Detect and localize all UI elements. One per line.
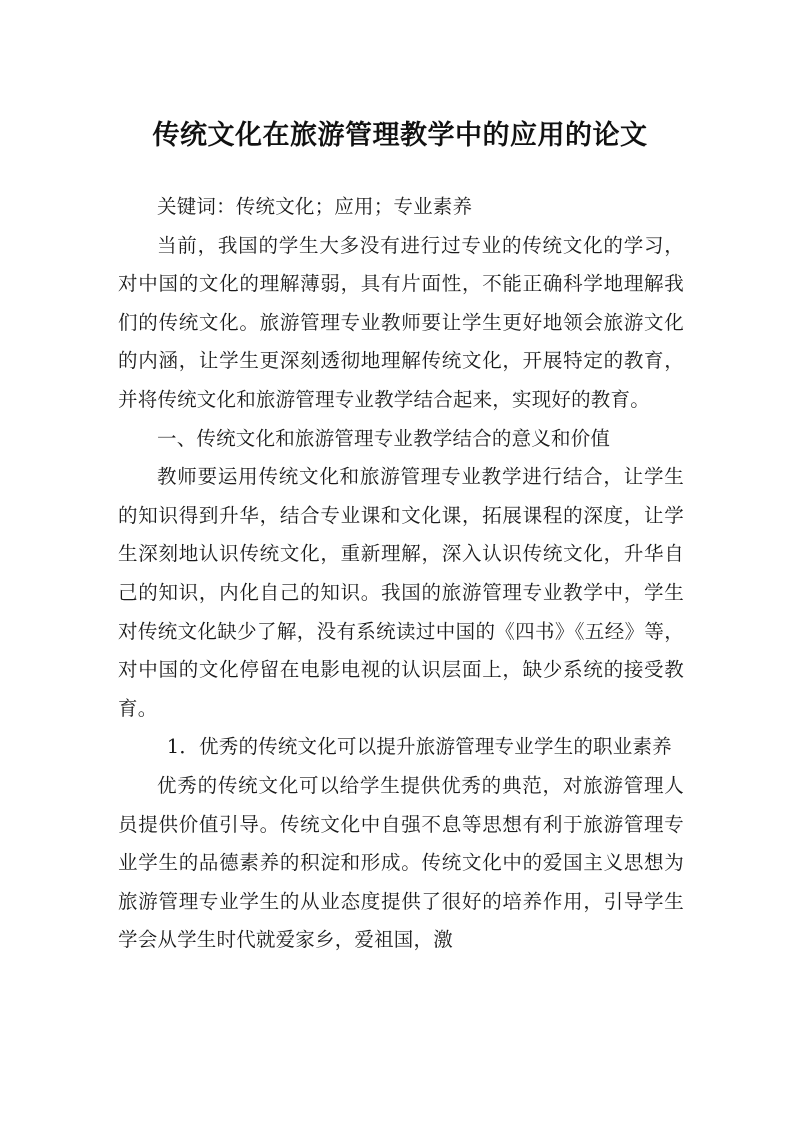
paragraph-section-1: 教师要运用传统文化和旅游管理专业教学进行结合，让学生的知识得到升华，结合专业课和文化课，拓展课程的深度，让学生深刻地认识传统文化，重新理解，深入认识传统文化，升华自己的知识，内化自己的知识。我国的旅游管理专业教学中，学生对传统文化缺少了解，没有系统读过中国的《四书》《五经》等，对中国的文化停留在电影电视的认识层面上，缺少系统的接受教育。 — [118, 465, 684, 720]
paragraph-intro: 当前，我国的学生大多没有进行过专业的传统文化的学习，对中国的文化的理解薄弱，具有片面性，不能正确科学地理解我们的传统文化。旅游管理专业教师要让学生更好地领会旅游文化的内涵，让学生更深刻透彻地理解传统文化，开展特定的教育，并将传统文化和旅游管理专业教学结合起来，实现好的教育。 — [118, 233, 684, 411]
document-body — [118, 188, 684, 960]
subsection-heading-1: 1．优秀的传统文化可以提升旅游管理专业学生的职业素养 — [166, 735, 672, 759]
document-title: 传统文化在旅游管理教学中的应用的论文 — [152, 120, 648, 152]
paragraph-subsection-1: 优秀的传统文化可以给学生提供优秀的典范，对旅游管理人员提供价值引导。传统文化中自强不息等思想有利于旅游管理专业学生的品德素养的积淀和形成。传统文化中的爱国主义思想为旅游管理专业学生的从业态度提供了很好的培养作用，引导学生学会从学生时代就爱家乡，爱祖国，激 — [118, 773, 684, 952]
keywords-line: 关键词：传统文化；应用；专业素养 — [157, 195, 473, 218]
section-heading-1: 一、传统文化和旅游管理专业教学结合的意义和价值 — [157, 426, 611, 450]
